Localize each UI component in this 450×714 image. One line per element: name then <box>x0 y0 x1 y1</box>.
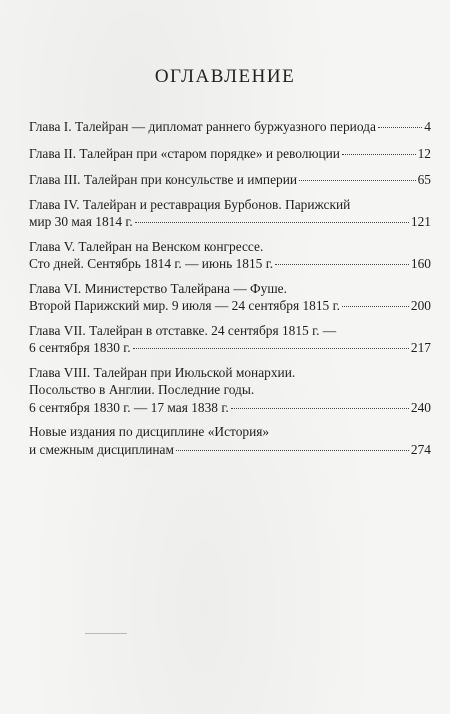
toc-entry-title-line: Глава VII. Талейран в отставке. 24 сентября 1815 г. — <box>29 322 337 338</box>
toc-page-number: 160 <box>410 256 431 271</box>
toc-line <box>29 213 431 231</box>
toc-entry-5 <box>29 238 431 273</box>
dot-leader <box>176 450 409 451</box>
toc-entry-title-line: Глава VIII. Талейран при Июльской монархии. <box>29 364 296 380</box>
toc-page-number: 12 <box>417 145 431 161</box>
dot-leader <box>342 306 409 307</box>
toc-entry-title-line: Глава IV. Талейран и реставрация Бурбонов. Парижский <box>29 196 351 212</box>
toc-line <box>29 171 431 189</box>
dot-leader <box>135 222 409 223</box>
toc-page-number: 200 <box>410 298 431 313</box>
toc-page-number: 274 <box>410 441 431 457</box>
dot-leader <box>378 127 422 128</box>
dot-leader <box>231 408 409 409</box>
toc-entry-title-line: Посольство в Англии. Последние годы. <box>29 382 255 397</box>
toc-entry-7 <box>29 322 431 357</box>
toc-line <box>29 339 431 357</box>
toc-entry-9 <box>29 423 431 458</box>
footnote-rule <box>85 633 127 634</box>
toc-entry-title: 6 сентября 1830 г. — 17 мая 1838 г. <box>29 399 229 415</box>
toc-page-number: 121 <box>410 214 431 229</box>
toc-page-number: 65 <box>417 172 431 187</box>
toc-entry-title: Глава I. Талейран — дипломат раннего буржуазного периода <box>29 119 376 134</box>
toc-line <box>29 145 431 163</box>
toc-entry-6 <box>29 280 431 315</box>
toc-entry-4 <box>29 196 431 231</box>
table-of-contents <box>29 118 431 465</box>
dot-leader <box>299 180 416 181</box>
toc-entry-2 <box>29 145 431 163</box>
toc-entry-title: Глава II. Талейран при «старом порядке» и революции <box>29 145 340 161</box>
toc-page-number: 4 <box>424 119 431 134</box>
toc-entry-1 <box>29 118 431 136</box>
toc-line <box>29 118 431 136</box>
toc-page-number: 217 <box>410 340 431 355</box>
toc-entry-8 <box>29 364 431 417</box>
toc-line <box>29 255 431 273</box>
toc-entry-title-line: Глава V. Талейран на Венском конгрессе. <box>29 238 264 254</box>
contents-heading: ОГЛАВЛЕНИЕ <box>154 66 296 87</box>
toc-entry-title: 6 сентября 1830 г. <box>29 340 131 355</box>
toc-entry-title-line: Новые издания по дисциплине «История» <box>29 424 270 439</box>
toc-page-number: 240 <box>410 399 431 415</box>
toc-entry-title: Глава III. Талейран при консульстве и империи <box>29 172 298 187</box>
dot-leader <box>342 154 416 155</box>
toc-entry-title: и смежным дисциплинам <box>29 441 174 457</box>
dot-leader <box>133 348 409 349</box>
toc-line <box>29 399 431 417</box>
toc-entry-title-line: Глава VI. Министерство Талейрана — Фуше. <box>29 280 287 296</box>
toc-entry-3 <box>29 171 431 189</box>
toc-entry-title: мир 30 мая 1814 г. <box>29 214 133 229</box>
dot-leader <box>275 264 409 265</box>
toc-entry-title: Сто дней. Сентябрь 1814 г. — июнь 1815 г. <box>29 256 274 271</box>
toc-entry-title: Второй Парижский мир. 9 июля — 24 сентября 1815 г. <box>29 298 340 313</box>
toc-line <box>29 297 431 315</box>
toc-line <box>29 441 431 459</box>
